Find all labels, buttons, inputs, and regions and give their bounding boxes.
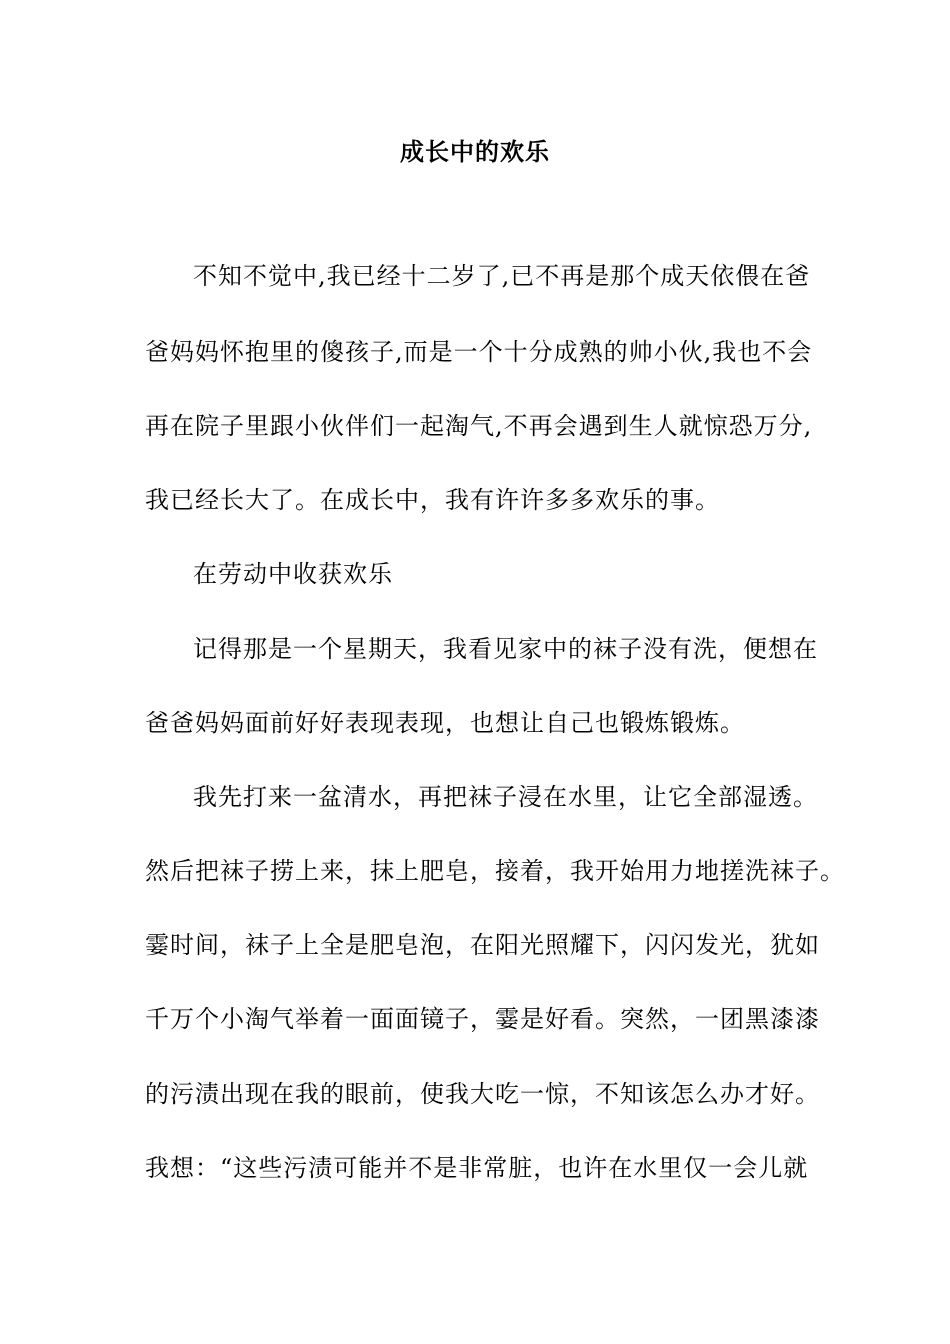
paragraph-line: 爸爸妈妈面前好好表现表现，也想让自己也锻炼锻炼。 [145,709,745,737]
paragraph-line: 的污渍出现在我的眼前，使我大吃一惊，不知该怎么办才好。 [145,1080,820,1108]
paragraph-line: 霎时间，袜子上全是肥皂泡，在阳光照耀下，闪闪发光，犹如 [145,931,820,959]
paragraph-line: 我先打来一盆清水，再把袜子浸在水里，让它全部湿透。 [193,783,818,811]
paragraph-line: 千万个小淘气举着一面面镜子，霎是好看。突然，一团黑漆漆 [145,1005,820,1033]
section-heading: 在劳动中收获欢乐 [193,560,393,588]
paragraph-line: 记得那是一个星期天，我看见家中的袜子没有洗，便想在 [193,635,818,663]
paragraph-line: 我想：“这些污渍可能并不是非常脏，也许在水里仅一会儿就 [145,1154,809,1182]
paragraph-line: 不知不觉中,我已经十二岁了,已不再是那个成天依偎在爸 [193,262,811,290]
paragraph-line: 再在院子里跟小伙伴们一起淘气,不再会遇到生人就惊恐万分, [145,412,813,440]
document-title: 成长中的欢乐 [400,138,550,166]
paragraph-line: 我已经长大了。在成长中，我有许许多多欢乐的事。 [145,486,720,514]
paragraph-line: 爸妈妈怀抱里的傻孩子,而是一个十分成熟的帅小伙,我也不会 [145,338,813,366]
paragraph-line: 然后把袜子捞上来，抹上肥皂，接着，我开始用力地搓洗袜子。 [145,857,845,885]
